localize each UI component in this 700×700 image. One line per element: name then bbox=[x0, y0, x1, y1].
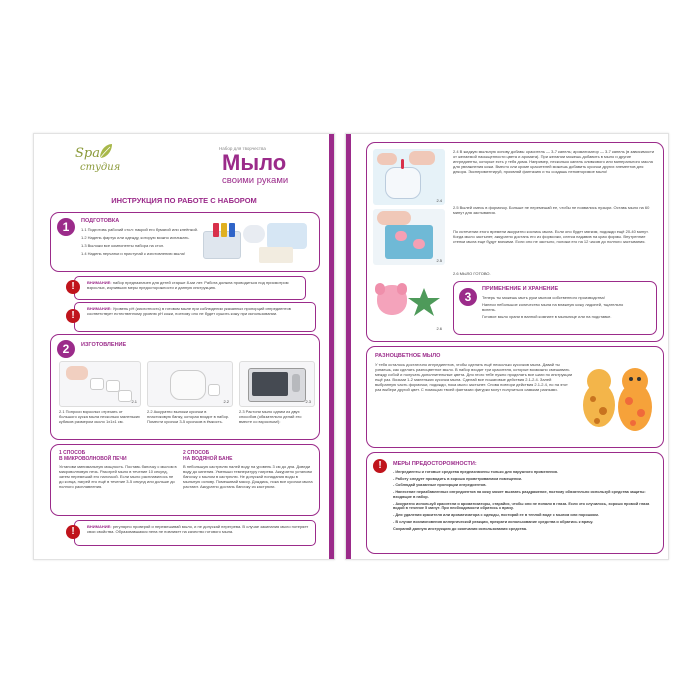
step1-panel bbox=[50, 212, 320, 272]
safety-item: - В случае возникновения аллергической реакции, прекрати использование средства и обратись к врачу. bbox=[393, 519, 594, 524]
warning-label: ВНИМАНИЕ: bbox=[87, 524, 112, 529]
warning-stop-icon: ! bbox=[66, 525, 80, 539]
safety-item: - Аккуратно используй красители и ароматизаторы, старайся, чтобы они не попали в глаза. Если это случилось, хорошо промой глаза водой в течение 5 минут. При необходимости обратись к врачу. bbox=[393, 501, 650, 511]
product-title: Мыло bbox=[222, 150, 287, 175]
purple-edge-stripe bbox=[329, 134, 334, 559]
photo-adding-dye bbox=[373, 149, 445, 205]
step1-line: 1.1 Подготовь рабочий стол: накрой его бумагой или клеёнкой. bbox=[81, 227, 198, 232]
photo-soap-container bbox=[147, 361, 233, 407]
step2-caption-1: 2.1 Попроси взрослых отрезать от большого куска мыла несколько маленьких кубиков размером около 1x1x1 см. bbox=[59, 409, 140, 424]
photo-label: 2.5 bbox=[436, 258, 442, 263]
photo-label: 2.3 bbox=[305, 399, 311, 404]
method2-number: 2 СПОСОБ bbox=[183, 450, 210, 456]
safety-item: - Для удаления красителя или ароматизатора с одежды, постирай ее в теплой воде с мылом или порошком. bbox=[393, 513, 599, 518]
product-subtitle: своими руками bbox=[222, 175, 289, 186]
leaf-icon bbox=[98, 142, 114, 160]
multicolor-title: РАЗНОЦВЕТНОЕ МЫЛО bbox=[375, 353, 441, 359]
safety-precautions-panel bbox=[366, 452, 664, 554]
melting-methods-panel bbox=[50, 444, 320, 516]
safety-item: Сохраняй данную инструкцию до окончания использования средства. bbox=[393, 526, 527, 531]
method1-text: Установи минимальную мощность. Поставь баночку с мылом в микроволновую печь. Разогрей мыло в течение 10 секунд, затем перемешай его палочкой. Если мыло расплавилось не до конца, нагрей его ещё в течение 3-5 секунд или дольше до полного расплавления. bbox=[59, 464, 177, 489]
kit-contents-photo bbox=[203, 219, 313, 265]
safety-item: - Ингредиенты и готовые средства предназначены только для наружного применения. bbox=[393, 470, 559, 474]
photo-microwave bbox=[239, 361, 315, 407]
photo-label: 2.6 bbox=[436, 326, 442, 331]
spa-studio-logo bbox=[72, 142, 121, 182]
giraffe-soap-photo bbox=[579, 365, 657, 435]
warning-body: Уровень pH (кислотность) в готовом мыле при соблюдении указанных пропорций ингредиентов соответствует естественному уровню pH кожи, поэтому оно не будет сушить кожу при использовании. bbox=[87, 306, 291, 316]
step-2-4-text: 2.4 В жидкую мыльную основу добавь: краситель — 3-7 капель; ароматизатор — 3-7 капель (в зависимости от желаемой насыщенности цвета и аромата). При желании можешь добавить в мыло и другие ингредиенты, которые есть у тебя дома. Например, несколько капель оливкового или минерального масла для увлажнения кожи. Вместо или кроме красителей можешь добавить кусочки других элементов для декора. Экспериментируй, проявляй фантазию и ты создашь неповторимое мыло! bbox=[453, 149, 655, 174]
warning-overheat-text bbox=[87, 524, 309, 534]
method-microwave bbox=[59, 450, 177, 489]
step1-list bbox=[81, 227, 199, 256]
photo-cutting-soap bbox=[59, 361, 141, 407]
step3-title: ПРИМЕНЕНИЕ И ХРАНЕНИЕ bbox=[482, 286, 559, 292]
step-2-5-followup-text: По истечении этого времени аккуратно коснись мыла. Если оно будет мягким, подожди ещё 20-40 минут. Когда мыло застынет, аккуратно достань его из формочки, слегка надавив на края формы. Внутренние стенки мыла еще будут мягкими. Если оно не застыло, положи его на 12 часов до полного застывания. bbox=[453, 229, 649, 244]
instruction-title: ИНСТРУКЦИЯ ПО РАБОТЕ С НАБОРОМ bbox=[111, 196, 257, 205]
step3-line: Теперь ты можешь мыть руки мылом собственного производства! bbox=[482, 295, 605, 300]
step2-panel bbox=[50, 334, 320, 440]
photo-label: 2.2 bbox=[223, 399, 229, 404]
multicolor-text: У тебя осталось достаточно ингредиентов, чтобы сделать ещё несколько кусочков мыла. Давай ты узнаешь, как сделать разноцветное мыло. В набор входит три красителя, которые возможно смешивать между собой и получать дополнительные цвета. Для этого тебе нужно проделать все шаги по инструкции ещё раз. Возьми 1-2 маленьких кусочка мыла. Сделай все пошаговые действия 2.1-2.4. Залей выбранную часть формочки, подожди, пока мыло застынет. Снова повтори действия 2.1-2.4, но на этот раз выбери другой цвет. С помощью твоей фантазии фигурки могут получиться самыми разными. bbox=[375, 362, 573, 392]
safety-stop-icon: ! bbox=[373, 459, 387, 473]
method1-number: 1 СПОСОБ bbox=[59, 450, 86, 456]
step2-title: ИЗГОТОВЛЕНИЕ bbox=[81, 342, 127, 348]
step1-line: 1.4 Надень перчатки и приступай к изготовлению мыла! bbox=[81, 251, 185, 256]
warning-age-panel bbox=[71, 276, 306, 300]
warning-stop-icon: ! bbox=[66, 309, 80, 323]
method1-title: В МИКРОВОЛНОВОЙ ПЕЧИ bbox=[59, 456, 127, 462]
safety-title: МЕРЫ ПРЕДОСТОРОЖНОСТИ: bbox=[393, 461, 477, 467]
safety-item: - Нанесение неразбавленных ингредиентов на кожу может вызвать раздражение, поэтому обязательно используй средства защиты: входящие в набор. bbox=[393, 490, 646, 499]
photo-label: 2.1 bbox=[131, 399, 137, 404]
steps-2-4-to-2-6-panel bbox=[366, 142, 664, 342]
safety-item: - Работу следует проводить в хорошо проветриваемом помещении. bbox=[393, 476, 523, 481]
warning-body: регулярно проверяй и перемешивай мыло, и не допускай перегрева. В случае закипания мыло потеряет свои свойства. Образовавшаяся пена не повлияет на качество готового мыла. bbox=[87, 524, 309, 534]
warning-overheat-panel bbox=[71, 520, 316, 546]
kit-subtitle: Набор для творчества bbox=[219, 146, 266, 151]
logo-text-top: Spa bbox=[75, 146, 100, 161]
warning-body: набор предназначен для детей старше 8-ми лет. Работа должна проводиться под присмотром взрослых, изучивших меры предосторожности и данную инструкцию. bbox=[87, 280, 289, 290]
warning-stop-icon: ! bbox=[66, 280, 80, 294]
step3-panel bbox=[453, 281, 657, 335]
safety-list bbox=[393, 470, 655, 531]
step3-number-badge: 3 bbox=[459, 288, 477, 306]
step2-caption-2: 2.2 Аккуратно выложи кусочки в пластиковую банку, которая входит в набор. Помести кусочки 3-5 кусочков в ёмкость. bbox=[147, 409, 230, 424]
photo-label: 2.4 bbox=[436, 198, 442, 203]
warning-ph-panel bbox=[71, 302, 316, 332]
step2-caption-3: 2.3 Растопи мыло одним из двух способов (обязательно делай это вместе со взрослым!): bbox=[239, 409, 302, 424]
step3-list bbox=[482, 295, 632, 319]
photo-pouring-mold bbox=[373, 209, 445, 265]
warning-ph-text bbox=[87, 306, 309, 316]
logo-text-bottom: студия bbox=[80, 162, 121, 173]
step1-line: 1.3 Выложи все компоненты набора на стол. bbox=[81, 243, 165, 248]
instruction-sheet-left bbox=[33, 133, 335, 560]
method-water-bath bbox=[183, 450, 313, 489]
method2-title: НА ВОДЯНОЙ БАНЕ bbox=[183, 456, 233, 462]
method2-text: В небольшую кастрюлю налей воду на уровень 3 см до дна. Доведи воду до кипения. Уменьши температуру нагрева. Аккуратно установи баночку с мылом в кастрюлю. Не допускай попадания воды в мыльную основу. Помешивай массу. Дождись, пока все кусочки мыла растают. Аккуратно достань баночку из кастрюли. bbox=[183, 464, 313, 489]
warning-age-text bbox=[87, 280, 299, 290]
step-2-6-text: 2.6 МЫЛО ГОТОВО. bbox=[453, 271, 491, 276]
purple-edge-stripe bbox=[346, 134, 351, 559]
step1-number-badge: 1 bbox=[57, 218, 75, 236]
step3-line: Нанеси небольшое количество мыла на влажную кожу ладоней, тщательно вспень. bbox=[482, 302, 624, 312]
step3-line: Готовое мыло храни в ванной комнате в мыльнице или на подставке. bbox=[482, 314, 612, 319]
safety-item: - Соблюдай указанные пропорции ингредиентов. bbox=[393, 483, 487, 488]
step2-number-badge: 2 bbox=[57, 340, 75, 358]
instruction-sheet-right bbox=[345, 133, 669, 560]
step1-line: 1.2 Надень фартук или одежду, которую можно испачкать. bbox=[81, 235, 190, 240]
warning-label: ВНИМАНИЕ: bbox=[87, 306, 112, 311]
star-soap-shape bbox=[407, 287, 441, 317]
multicolor-soap-panel bbox=[366, 346, 664, 448]
step1-title: ПОДГОТОВКА bbox=[81, 218, 120, 224]
step-2-5-text: 2.5 Вылей смесь в формочку. Больше не перемешай ее, чтобы не появились пузыри. Оставь мыло на 60 минут для застывания. bbox=[453, 205, 650, 215]
warning-label: ВНИМАНИЕ: bbox=[87, 280, 112, 285]
photo-finished-soap bbox=[373, 271, 445, 333]
